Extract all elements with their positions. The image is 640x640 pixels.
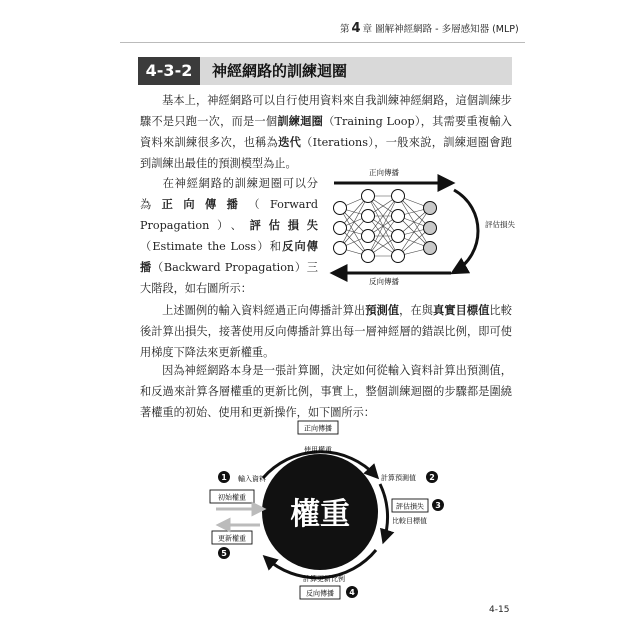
nn-neuron xyxy=(334,202,347,215)
term-target: 真實目標值 xyxy=(433,303,490,317)
weight-loop-diagram xyxy=(206,420,468,602)
loss-curved-arrow-icon xyxy=(454,190,478,272)
compute-update-label: 計算更新比例 xyxy=(303,575,345,583)
nn-neuron xyxy=(392,210,405,223)
term-iterations: 迭代 xyxy=(278,135,302,149)
p1-text-e: （Iterations），一般來說，訓練迴圈會跑到訓練出最佳的預測模型為止。 xyxy=(140,136,512,170)
term-backward: 反向傳播 xyxy=(140,239,318,274)
step-2-number: 2 xyxy=(429,473,435,482)
neural-network-diagram xyxy=(326,166,516,288)
loop-loss-label: 評估損失 xyxy=(396,502,424,511)
p2-text-g: （Backward Propagation）三大階段，如右圖所示： xyxy=(140,261,318,295)
nn-neuron xyxy=(362,190,375,203)
section-number: 4-3-2 xyxy=(138,57,200,85)
section-title: 神經網路的訓練迴圈 xyxy=(212,62,348,80)
nn-connections xyxy=(340,196,430,256)
nn-loss-label: 評估損失 xyxy=(485,220,515,229)
nn-neuron xyxy=(424,222,437,235)
p1-text-a: 基本上，神經網路可以自行使用資料來自我訓練神經網路，這個訓練步驟不是只跑一次，而是一個 xyxy=(140,94,512,128)
step-5-number: 5 xyxy=(221,549,227,558)
page-number: 4-15 xyxy=(489,605,510,615)
chapter-title: 圖解神經網路 - 多層感知器 (MLP) xyxy=(375,24,519,35)
p4-text: 因為神經網路本身是一張計算圖，決定如何從輸入資料計算出預測值，和反過來計算各層權重的更新比例，事實上，整個訓練迴圈的步驟都是圍繞著權重的初始、使用和更新操作，如下圖所示： xyxy=(140,364,512,419)
nn-neuron xyxy=(424,242,437,255)
section-heading xyxy=(138,57,512,85)
p3-text-c: ，在與 xyxy=(399,304,434,317)
header-divider xyxy=(120,42,525,43)
nn-neurons xyxy=(334,190,437,263)
nn-neuron xyxy=(392,230,405,243)
term-forward: 正向傳播 xyxy=(161,197,249,211)
p1-text-c: （Training Loop），其需要重複輸入資料來訓練很多次，也稱為 xyxy=(140,115,512,149)
nn-backward-label: 反向傳播 xyxy=(369,277,399,286)
init-weights-label: 初始權重 xyxy=(218,493,246,502)
p2-text-a: 在神經網路的訓練迴圈可以分為 xyxy=(140,177,318,211)
compute-pred-label: 計算預測值 xyxy=(381,474,416,482)
loop-backward-label: 反向傳播 xyxy=(306,589,334,598)
arc-right-arrow-icon xyxy=(380,484,388,540)
loop-forward-label: 正向傳播 xyxy=(304,424,332,433)
p3-text-a: 上述圖例的輸入資料經過正向傳播計算出 xyxy=(162,304,366,317)
compare-target-label: 比較目標值 xyxy=(392,517,427,525)
weights-center-label: 權重 xyxy=(290,497,350,532)
step-1-number: 1 xyxy=(221,473,227,482)
paragraph-training-loop xyxy=(140,90,512,174)
term-loss: 評估損失 xyxy=(249,218,318,232)
nn-neuron xyxy=(392,190,405,203)
update-weights-label: 更新權重 xyxy=(218,534,246,543)
p3-text-e: 比較後計算出損失，接著使用反向傳播計算出每一層神經層的錯誤比例，即可使用梯度下降法來更新權重。 xyxy=(140,304,512,359)
nn-forward-label: 正向傳播 xyxy=(369,168,399,177)
nn-neuron xyxy=(334,242,347,255)
p2-text-e: （Estimate the Loss）和 xyxy=(140,240,283,253)
nn-neuron xyxy=(362,250,375,263)
chapter-header xyxy=(340,20,525,38)
paragraph-prediction-loss xyxy=(140,300,512,363)
nn-neuron xyxy=(424,202,437,215)
chapter-number: 4 xyxy=(351,21,361,36)
nn-neuron xyxy=(362,210,375,223)
term-training-loop: 訓練迴圈 xyxy=(277,114,324,128)
paragraph-three-stages xyxy=(140,173,318,299)
use-weights-label: 使用權重 xyxy=(304,446,332,454)
p2-text-c: （Forward Propagation）、 xyxy=(140,198,318,232)
step-4-number: 4 xyxy=(349,588,355,597)
chapter-suffix: 章 xyxy=(362,24,373,35)
nn-neuron xyxy=(392,250,405,263)
step-3-number: 3 xyxy=(435,501,441,510)
nn-neuron xyxy=(362,230,375,243)
chapter-prefix: 第 xyxy=(340,24,350,35)
nn-neuron xyxy=(334,222,347,235)
input-data-label: 輸入資料 xyxy=(238,475,266,483)
paragraph-weights xyxy=(140,360,512,423)
term-prediction: 預測值 xyxy=(365,303,400,317)
